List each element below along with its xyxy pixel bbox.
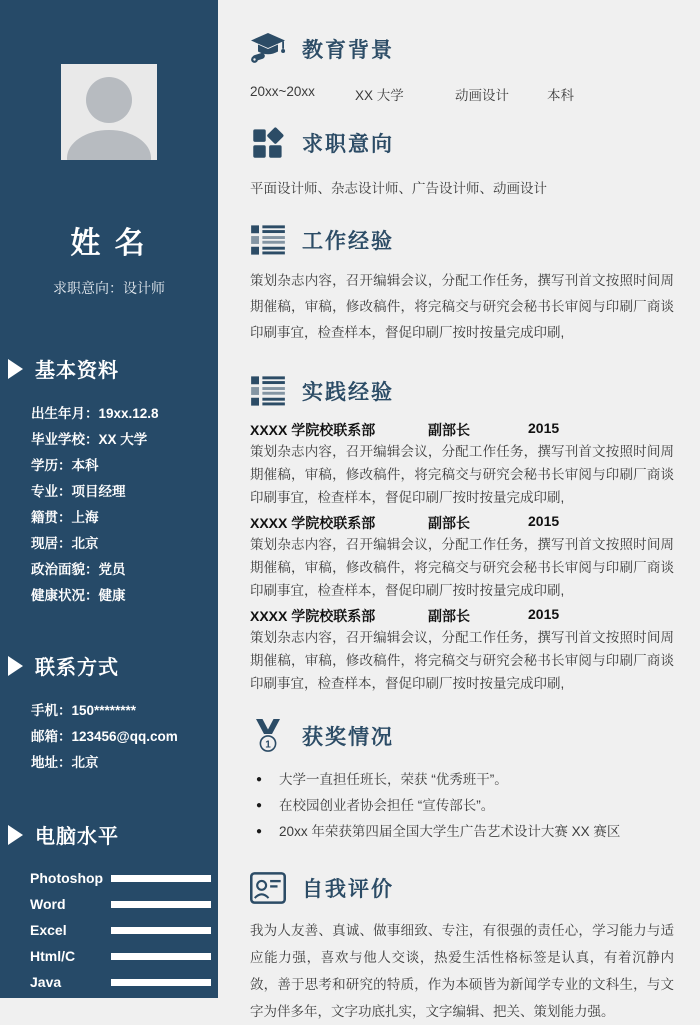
practice-experience-title: 实践经验	[302, 381, 394, 404]
contact-list	[0, 698, 218, 776]
practice-entries	[250, 420, 674, 695]
job-intention-title: 求职意向	[302, 133, 394, 156]
list-item	[31, 479, 218, 505]
work-experience-section-header	[250, 223, 674, 257]
graduation-cap-icon	[250, 32, 286, 66]
contact-title: 联系方式	[35, 657, 119, 679]
info-label: 籍贯：	[31, 510, 72, 525]
skill-level-bar	[111, 901, 211, 908]
candidate-name: 姓 名	[70, 227, 148, 260]
education-period: 20xx~20xx	[250, 84, 315, 99]
info-value: XX 大学	[98, 432, 148, 447]
award-text: 20xx 年荣获第四届全国大学生广告艺术设计大赛 XX 赛区	[279, 824, 621, 839]
info-value: 项目经理	[71, 484, 126, 499]
skill-name: Photoshop	[30, 870, 104, 886]
info-value: 上海	[71, 510, 99, 525]
medal-icon	[250, 719, 286, 753]
self-evaluation-title: 自我评价	[302, 878, 394, 901]
triangle-icon	[8, 359, 23, 379]
list-item	[31, 698, 218, 724]
info-label: 出生年月：	[31, 406, 99, 421]
practice-experience-section-header	[250, 374, 674, 408]
practice-entry-header	[250, 606, 674, 626]
self-evaluation-section-header	[250, 871, 674, 905]
entry-role: 副部长	[428, 515, 470, 531]
sidebar	[0, 0, 218, 998]
info-value: 党员	[98, 562, 126, 577]
skill-name: Html/C	[30, 948, 76, 964]
job-intention-section-header	[250, 126, 674, 160]
list-icon	[250, 223, 286, 257]
contact-label: 地址：	[31, 755, 72, 770]
practice-entry-header	[250, 513, 674, 533]
list-item	[31, 724, 218, 750]
entry-year: 2015	[528, 420, 560, 436]
skill-level-bar	[111, 979, 211, 986]
entry-role: 副部长	[428, 422, 470, 438]
education-major: 动画设计	[455, 88, 509, 103]
skill-list	[0, 871, 218, 989]
bullet-icon: ●	[256, 774, 263, 785]
practice-entry-description: 策划杂志内容，召开编辑会议，分配工作任务，撰写刊首文按照时间周期催稿，审稿，修改稿件，将完稿交与研究会秘书长审阅与印刷厂商谈印刷事宜，检查样本，督促印刷厂按时按量完成印刷,	[250, 630, 674, 691]
basic-info-header	[0, 354, 218, 383]
list-item	[31, 531, 218, 557]
info-value: 本科	[71, 458, 99, 473]
category-icon	[250, 126, 286, 160]
skill-row	[30, 975, 211, 989]
contact-label: 邮箱：	[31, 729, 72, 744]
practice-entry	[250, 513, 674, 602]
skill-row	[30, 923, 211, 937]
practice-entry-header	[250, 420, 674, 440]
entry-org: XXXX 学院校联系部	[250, 608, 376, 624]
svg-text:1: 1	[265, 739, 271, 751]
list-item	[31, 505, 218, 531]
award-item	[250, 767, 674, 793]
award-text: 大学一直担任班长，荣获 “优秀班干”。	[279, 772, 508, 787]
education-degree: 本科	[547, 88, 574, 103]
main-content	[218, 0, 700, 1019]
bullet-icon: ●	[256, 800, 263, 811]
skill-name: Word	[30, 896, 66, 912]
sidebar-job-intention: 求职意向：设计师	[53, 280, 165, 296]
basic-info-list	[0, 401, 218, 609]
address-value: 北京	[71, 755, 99, 770]
list-icon	[250, 374, 286, 408]
info-label: 学历：	[31, 458, 72, 473]
entry-org: XXXX 学院校联系部	[250, 422, 376, 438]
phone-value: 150********	[71, 703, 137, 718]
list-item	[31, 583, 218, 609]
info-label: 毕业学校：	[31, 432, 99, 447]
education-row	[250, 84, 674, 104]
award-item	[250, 819, 674, 845]
work-experience-description: 策划杂志内容，召开编辑会议，分配工作任务，撰写刊首文按照时间周期催稿，审稿，修改稿件，将完稿交与研究会秘书长审阅与印刷厂商谈印刷事宜，检查样本，督促印刷厂按时按量完成印刷,	[250, 273, 674, 340]
entry-role: 副部长	[428, 608, 470, 624]
practice-entry-description: 策划杂志内容，召开编辑会议，分配工作任务，撰写刊首文按照时间周期催稿，审稿，修改稿件，将完稿交与研究会秘书长审阅与印刷厂商谈印刷事宜，检查样本，督促印刷厂按时按量完成印刷,	[250, 537, 674, 598]
id-card-icon	[250, 871, 286, 905]
skill-level-bar	[111, 875, 211, 882]
list-item	[31, 750, 218, 776]
list-item	[31, 427, 218, 453]
info-label: 政治面貌：	[31, 562, 99, 577]
education-section-header	[250, 32, 674, 66]
entry-org: XXXX 学院校联系部	[250, 515, 376, 531]
contact-header	[0, 651, 218, 680]
education-school: XX 大学	[355, 88, 404, 103]
work-experience-title: 工作经验	[302, 230, 394, 253]
email-value: 123456@qq.com	[71, 729, 178, 744]
info-value: 健康	[98, 588, 126, 603]
job-intention-text: 平面设计师、杂志设计师、广告设计师、动画设计	[250, 181, 547, 196]
practice-entry	[250, 606, 674, 695]
info-value: 北京	[71, 536, 99, 551]
info-value: 19xx.12.8	[98, 406, 159, 421]
triangle-icon	[8, 656, 23, 676]
basic-info-title: 基本资料	[35, 360, 119, 382]
computer-skills-header	[0, 820, 218, 849]
self-evaluation-text: 我为人友善、真诚、做事细致、专注，有很强的责任心，学习能力与适应能力强，喜欢与他人交谈，热爱生活性格标签是认真，有着沉静内敛，善于思考和研究的特质，作为本硕皆为新闻学专业的文科生，与文字为伴多年，文字功底扎实，文字编辑、把关、策划能力强。	[250, 923, 674, 1019]
info-label: 健康状况：	[31, 588, 99, 603]
info-label: 现居：	[31, 536, 72, 551]
entry-year: 2015	[528, 606, 560, 622]
avatar-shoulders-shape	[67, 130, 151, 160]
practice-entry	[250, 420, 674, 509]
list-item	[31, 453, 218, 479]
award-list	[250, 767, 674, 845]
avatar	[61, 64, 157, 160]
skill-row	[30, 949, 211, 963]
award-text: 在校园创业者协会担任 “宣传部长”。	[279, 798, 495, 813]
contact-label: 手机：	[31, 703, 72, 718]
awards-title: 获奖情况	[302, 726, 394, 749]
triangle-icon	[8, 825, 23, 845]
list-item	[31, 557, 218, 583]
list-item	[31, 401, 218, 427]
skill-row	[30, 897, 211, 911]
entry-year: 2015	[528, 513, 560, 529]
bullet-icon: ●	[256, 826, 263, 837]
award-item	[250, 793, 674, 819]
skill-level-bar	[111, 953, 211, 960]
avatar-head-shape	[86, 77, 132, 123]
skill-name: Java	[30, 974, 62, 990]
practice-entry-description: 策划杂志内容，召开编辑会议，分配工作任务，撰写刊首文按照时间周期催稿，审稿，修改稿件，将完稿交与研究会秘书长审阅与印刷厂商谈印刷事宜，检查样本，督促印刷厂按时按量完成印刷,	[250, 444, 674, 505]
skill-name: Excel	[30, 922, 67, 938]
education-title: 教育背景	[302, 39, 394, 62]
skill-row	[30, 871, 211, 885]
computer-skills-title: 电脑水平	[35, 826, 119, 848]
awards-section-header	[250, 719, 674, 753]
skill-level-bar	[111, 927, 211, 934]
info-label: 专业：	[31, 484, 72, 499]
